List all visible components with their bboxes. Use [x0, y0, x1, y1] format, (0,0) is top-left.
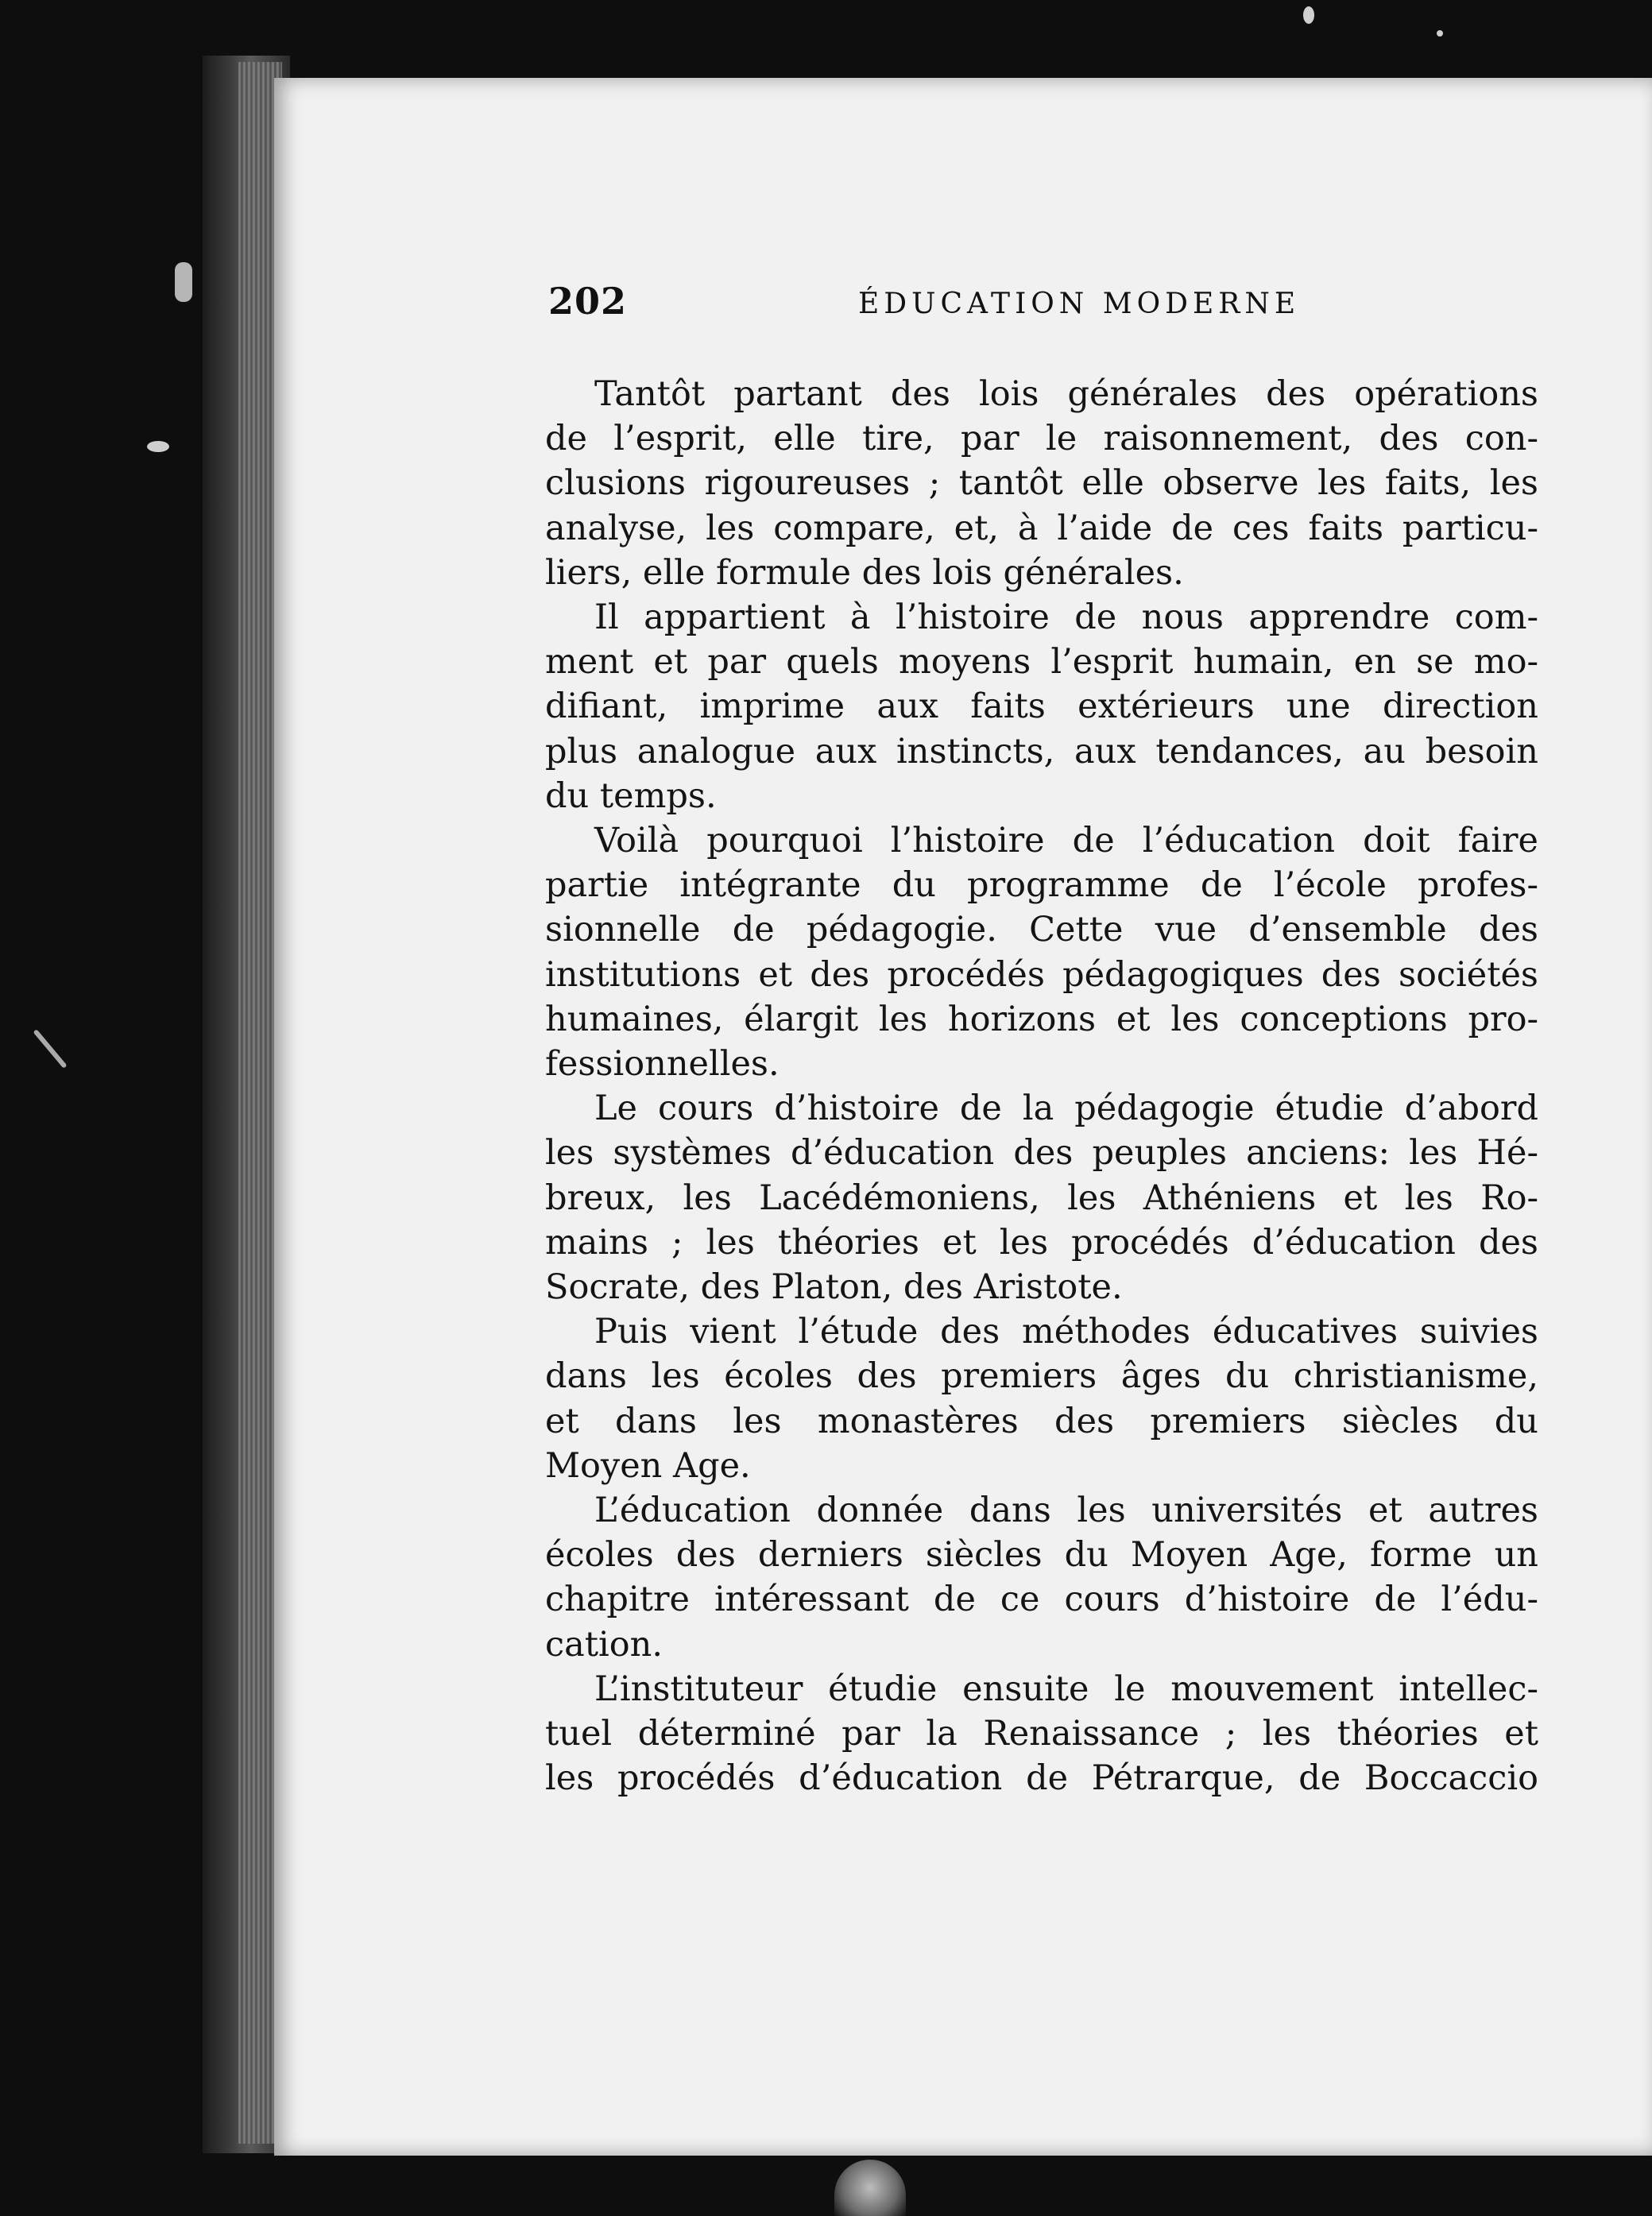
scan-speck — [175, 262, 192, 302]
text-line: L’instituteur étudie ensuite le mouvement intellec- — [594, 1669, 1538, 1709]
text-line: liers, elle formule des lois générales. — [545, 552, 1184, 593]
text-line: Le cours d’histoire de la pédagogie étudie d’abord — [594, 1089, 1538, 1129]
scan-speck — [1437, 30, 1443, 37]
text-line: difiant, imprime aux faits extérieurs une direction — [545, 686, 1538, 727]
text-line: partie intégrante du programme de l’école profes- — [545, 865, 1538, 906]
text-line: tuel déterminé par la Renaissance ; les théories et — [545, 1714, 1538, 1754]
text-line: ment et par quels moyens l’esprit humain, en se mo- — [545, 642, 1538, 683]
text-line: fessionnelles. — [545, 1044, 780, 1085]
text-line: Moyen Age. — [545, 1445, 751, 1486]
text-line: breux, les Lacédémoniens, les Athéniens et les Ro- — [545, 1178, 1538, 1218]
page-number: 202 — [548, 280, 628, 323]
text-line: les systèmes d’éducation des peuples anciens: les Hé- — [545, 1133, 1538, 1174]
page-header — [548, 280, 1534, 335]
text-line: sionnelle de pédagogie. Cette vue d’ensemble des — [545, 910, 1538, 950]
text-line: humaines, élargit les horizons et les conceptions pro- — [545, 999, 1538, 1039]
text-line: et dans les monastères des premiers siècles du — [545, 1401, 1538, 1441]
text-line: Socrate, des Platon, des Aristote. — [545, 1267, 1123, 1308]
text-line: les procédés d’éducation de Pétrarque, de Boccaccio — [545, 1758, 1538, 1799]
text-line: L’éducation donnée dans les universités et autres — [594, 1491, 1538, 1531]
body-text — [545, 372, 1538, 1801]
text-line: cation. — [545, 1624, 664, 1665]
text-line: Voilà pourquoi l’histoire de l’éducation doit faire — [594, 821, 1538, 861]
paragraph — [545, 1488, 1538, 1667]
paragraph — [545, 1667, 1538, 1801]
paragraph — [545, 595, 1538, 818]
text-line: mains ; les théories et les procédés d’éducation des — [545, 1222, 1538, 1263]
scan-speck — [1303, 6, 1314, 24]
text-line: Il appartient à l’histoire de nous apprendre com- — [594, 598, 1538, 638]
text-line: Tantôt partant des lois générales des opérations — [594, 374, 1538, 414]
text-line: clusions rigoureuses ; tantôt elle observe les faits, les — [545, 463, 1538, 504]
text-line: Puis vient l’étude des méthodes éducatives suivies — [594, 1312, 1538, 1352]
text-line: écoles des derniers siècles du Moyen Age, forme un — [545, 1535, 1538, 1576]
running-head: ÉDUCATION MODERNE — [858, 288, 1301, 320]
text-line: dans les écoles des premiers âges du christianisme, — [545, 1356, 1538, 1397]
paragraph — [545, 1086, 1538, 1309]
text-line: de l’esprit, elle tire, par le raisonnement, des con- — [545, 419, 1538, 459]
paragraph — [545, 372, 1538, 595]
paragraph — [545, 818, 1538, 1086]
text-line: institutions et des procédés pédagogiques des sociétés — [545, 954, 1538, 995]
text-line: plus analogue aux instincts, aux tendances, au besoin — [545, 731, 1538, 772]
text-line: du temps. — [545, 775, 717, 816]
text-line: analyse, les compare, et, à l’aide de ces faits particu- — [545, 508, 1538, 548]
paragraph — [545, 1309, 1538, 1488]
text-line: chapitre intéressant de ce cours d’histoire de l’édu- — [545, 1580, 1538, 1620]
scan-speck — [147, 441, 169, 452]
